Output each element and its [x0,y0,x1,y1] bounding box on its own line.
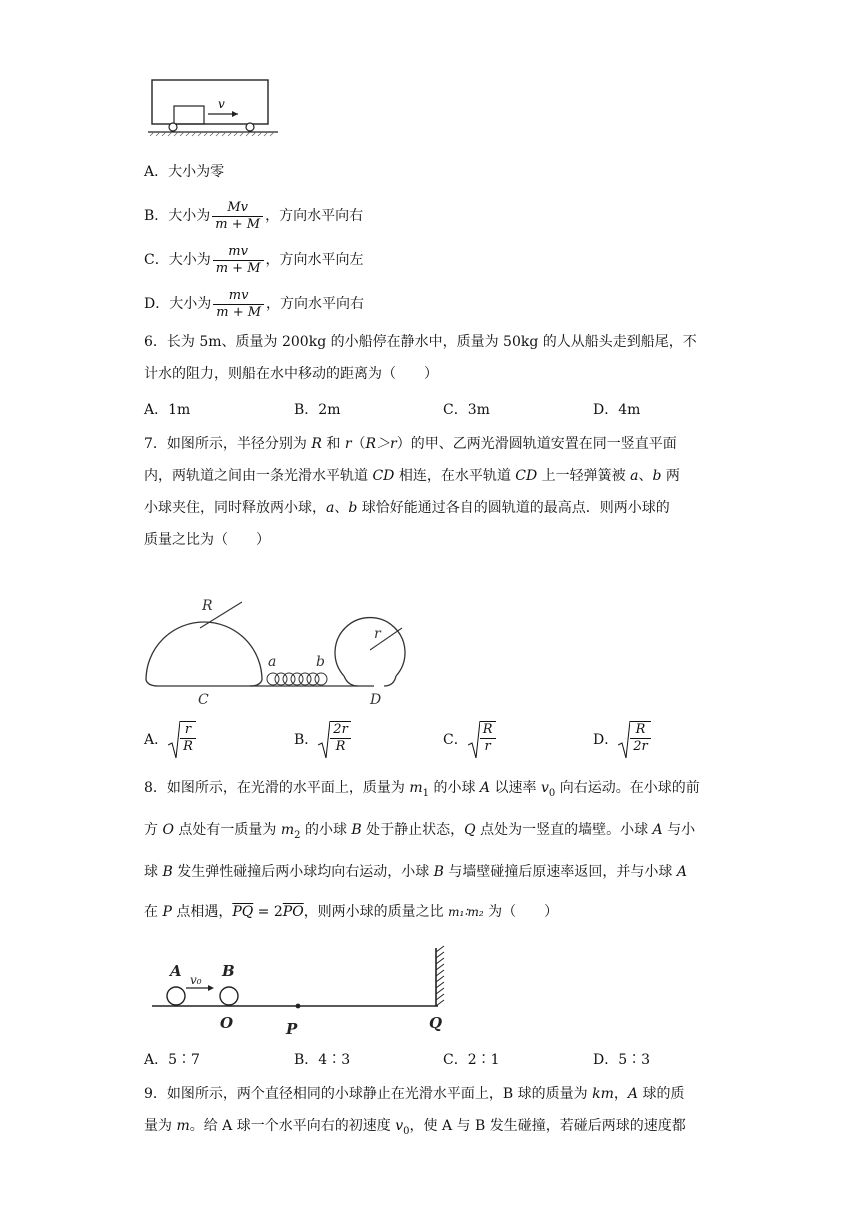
q7-option-a: A． $\frac{r}{R}$ [144,720,196,760]
C-label: C [198,692,209,708]
D-label: D [370,692,382,708]
q7-text-2: 内，两轨道之间由一条光滑水平轨道 CD 相连，在水平轨道 CD 上一轻弹簧被 a、b 两 [144,468,680,484]
B-label: B [222,962,235,980]
q8-option-d: D．5∶3 [593,1052,651,1068]
velocity-label: v [218,97,225,111]
q5-option-a: A．大小为零 [144,164,225,180]
cart-figure [146,76,280,138]
fraction: $\frac{mv}{m + M}$ [213,288,264,321]
sqrt: $\frac{r}{R}$ [168,721,196,759]
v0-label: v₀ [190,973,202,987]
q8-text-3: 球 B 发生弹性碰撞后两小球均向右运动，小球 B 与墙壁碰撞后原速率返回，并与小球 A [144,864,687,880]
q7-option-c: C． $\frac{R}{r}$ [443,720,496,760]
R-label: R [202,598,213,614]
sqrt: $\frac{2r}{R}$ [318,721,351,759]
q5-option-b: B．大小为 $\frac{Mv}{m + M}$ ，方向水平向右 [144,199,364,232]
q7-text-1: 7．如图所示，半径分别为 R 和 r（R＞r）的甲、乙两光滑圆轨道安置在同一竖直平面 [144,436,677,452]
q7-text-4: 质量之比为（ ） [144,532,270,548]
fraction: $\frac{mv}{m + M}$ [213,244,264,277]
loop-track-figure [144,576,434,710]
q6-option-a: A．1m [144,402,191,418]
q6-text-1: 6．长为 5m、质量为 200kg 的小船停在静水中，质量为 50kg 的人从船头走到船尾，不 [144,334,697,350]
q5-option-d: D．大小为 $\frac{mv}{m + M}$ ，方向水平向右 [144,287,365,320]
q8-option-c: C．2∶1 [443,1052,500,1068]
q7-option-d: D． $\frac{R}{2r}$ [593,720,651,760]
q8-text-1: 8．如图所示，在光滑的水平面上，质量为 $m_1$ 的小球 A 以速率 $v_0$ 向右运动。在小球的前 [144,780,700,799]
a-label: a [268,654,277,670]
q8-text-4: 在 P 点相遇，$\overline{PQ} = 2\overline{PO}$，则两小球的质量之比 m₁∶m₂ 为（ ） [144,904,559,920]
q8-option-b: B．4∶3 [294,1052,351,1068]
A-label: A [170,962,182,980]
q7-option-b: B． $\frac{2r}{R}$ [294,720,351,760]
Q-label: Q [429,1014,443,1032]
q6-option-b: B．2m [294,402,341,418]
O-label: O [220,1014,234,1032]
q6-option-d: D．4m [593,402,641,418]
q6-option-c: C．3m [443,402,490,418]
q9-text-1: 9．如图所示，两个直径相同的小球静止在光滑水平面上，B 球的质量为 km，A 球的质 [144,1086,685,1102]
P-label: P [286,1020,298,1036]
q8-option-a: A．5∶7 [144,1052,200,1068]
q8-text-2: 方 O 点处有一质量为 $m_2$ 的小球 B 处于静止状态，Q 点处为一竖直的墙壁。小球 A 与小 [144,822,696,841]
q5-option-c: C．大小为 $\frac{mv}{m + M}$ ，方向水平向左 [144,243,364,276]
q7-text-3: 小球夹住，同时释放两小球，a、b 球恰好能通过各自的圆轨道的最高点．则两小球的 [144,500,670,516]
q9-text-2: 量为 m。给 A 球一个水平向右的初速度 $v_0$，使 A 与 B 发生碰撞，若碰后两球的速度都 [144,1118,686,1137]
r-label: r [374,626,381,642]
sqrt: $\frac{R}{2r}$ [618,721,651,759]
sqrt: $\frac{R}{r}$ [468,721,496,759]
collision-figure [148,944,454,1036]
q6-text-2: 计水的阻力，则船在水中移动的距离为（ ） [144,366,438,382]
fraction: $\frac{Mv}{m + M}$ [212,200,263,233]
b-label: b [316,654,325,670]
